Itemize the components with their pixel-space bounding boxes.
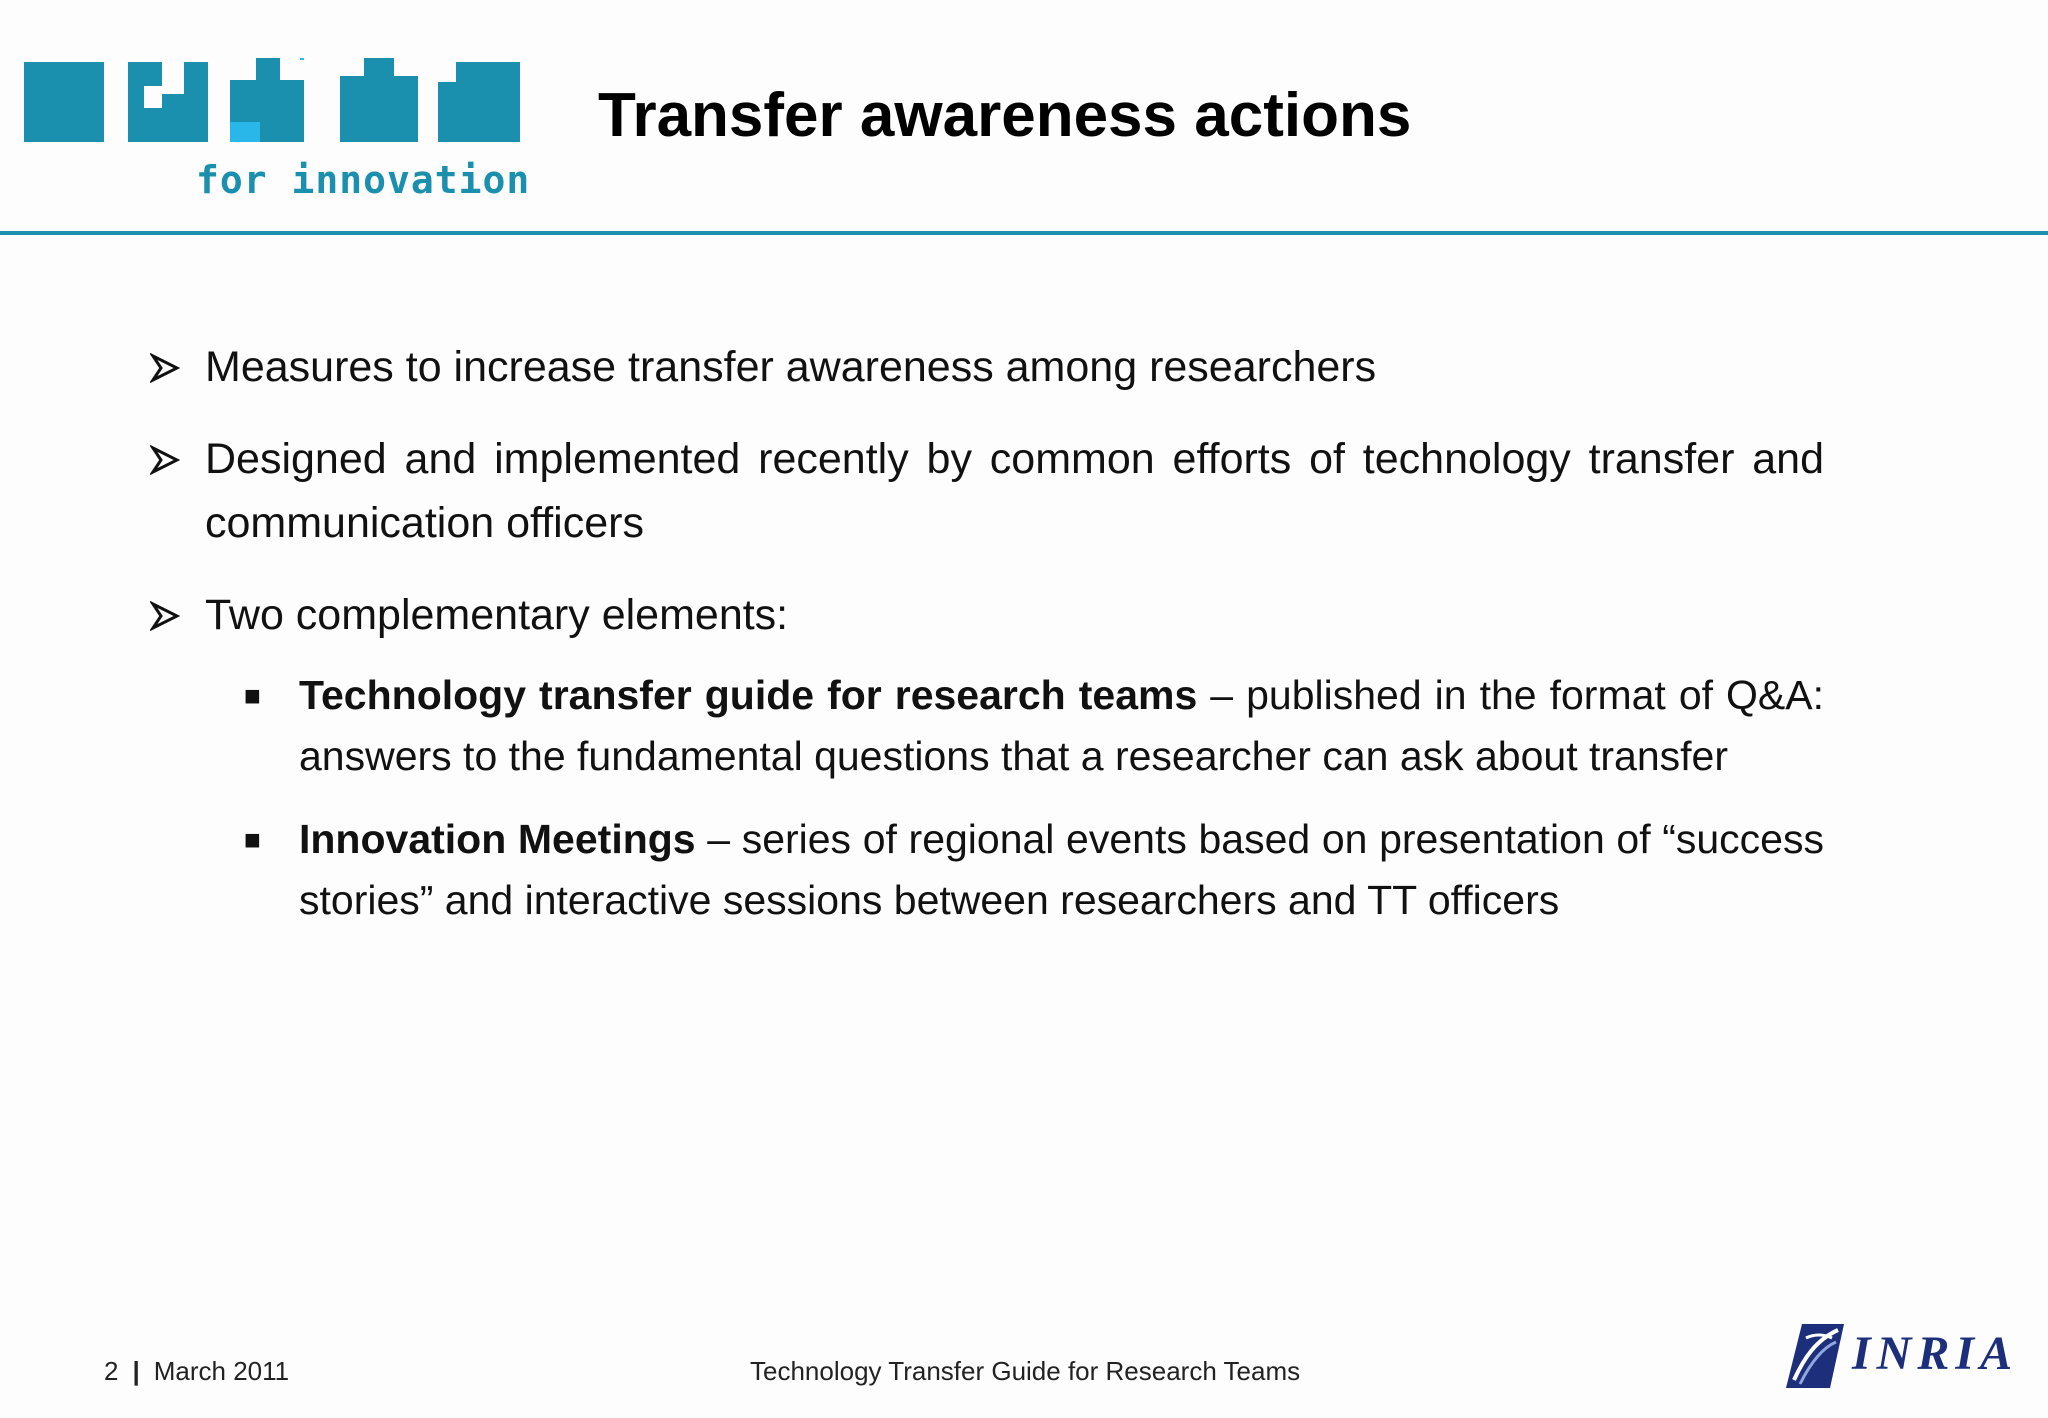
sub-bullet-text: – series of regional events based on presentation of “success stories” and interactive sessions between researchers and TT officers	[299, 816, 1824, 923]
footer-title: Technology Transfer Guide for Research Teams	[750, 1356, 1301, 1386]
bullet-text: Two complementary elements:	[205, 591, 789, 639]
header-divider	[0, 231, 2048, 235]
inria-emblem-icon	[1780, 1318, 1850, 1394]
slide-title: Transfer awareness actions	[598, 81, 1412, 150]
sub-bullet-heading: Technology transfer guide for research teams	[299, 672, 1198, 718]
sub-bullet-heading: Innovation Meetings	[299, 816, 696, 862]
footer-page-info	[104, 1356, 289, 1387]
footer-date: March 2011	[153, 1356, 290, 1386]
inria-logo	[1780, 1318, 2020, 1394]
page-number: 2	[104, 1356, 119, 1386]
bullet-text: Designed and implemented recently by common efforts of technology transfer and communication officers	[205, 435, 1824, 547]
arrowhead-bullet-icon	[150, 427, 190, 493]
arrowhead-bullet-icon	[150, 583, 190, 649]
arrowhead-bullet-icon	[150, 335, 190, 401]
bullet-text: Measures to increase transfer awareness among researchers	[205, 343, 1377, 391]
logo-blocks-icon	[24, 58, 526, 148]
logo-tagline: for innovation	[196, 158, 531, 202]
slide-content	[150, 335, 1824, 953]
square-bullet-icon: ■	[244, 824, 261, 855]
inria-logo-text: INRIA	[1852, 1327, 2019, 1380]
sub-bullet-list	[244, 665, 1824, 931]
bullet-item	[150, 427, 1824, 555]
sub-bullet-item	[244, 665, 1824, 787]
slide-header	[0, 0, 2048, 232]
square-bullet-icon: ■	[244, 680, 261, 711]
innovation-logo	[24, 58, 531, 208]
bullet-item	[150, 583, 1824, 647]
footer-separator: |	[132, 1356, 140, 1386]
sub-bullet-item	[244, 809, 1824, 931]
bullet-item	[150, 335, 1824, 399]
sub-bullet-text: – published in the format of Q&A: answers to the fundamental questions that a researcher can ask about transfer	[299, 672, 1825, 779]
